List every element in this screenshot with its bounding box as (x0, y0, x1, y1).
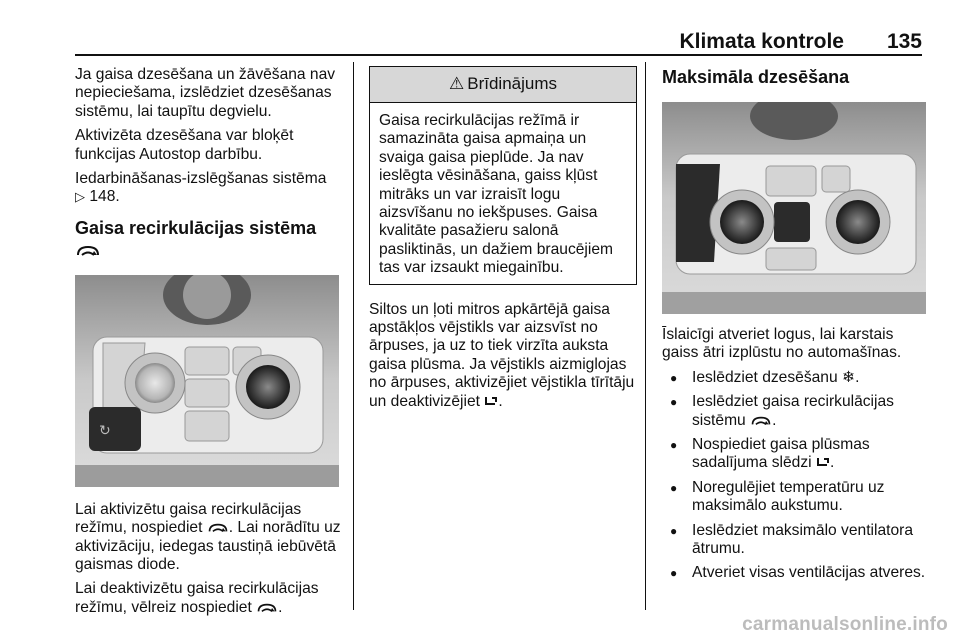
list-item: ● Noregulējiet temperatūru uz maksimālo aukstumu. (662, 479, 928, 516)
bullet-list (662, 369, 928, 583)
warning-box (369, 66, 637, 285)
column-right (662, 66, 928, 589)
warning-text: Gaisa recirkulācijas režīmā ir samazināta gaisa apmaiņa un svaiga gaisa pieplūde. Ja nav ieslēgta vēsināšana, gaiss kļūst mitrāks un var izraisīt logu aizsvīšanu no iekšpuses. Gaisa kvalitāte pasažieru salonā pasliktinās, un dažiem braucējiem tas var izsaukt miegainību. (379, 112, 614, 277)
reference-text: Iedarbināšanas-izslēgšanas sistēma (75, 170, 327, 188)
section-heading: Gaisa recirkulācijas sistēma (75, 217, 345, 261)
section-title: Klimata kontrole (679, 30, 844, 53)
column-left (75, 66, 345, 623)
warning-title: Brīdinājums (467, 74, 557, 94)
airflow-distribution-icon (484, 395, 498, 408)
list-item: ● Nospiediet gaisa plūsmas sadalījuma slēdzi . (662, 436, 928, 473)
warning-header (370, 67, 636, 103)
climate-panel-photo (75, 275, 339, 487)
list-item: ● Ieslēdziet maksimālo ventilatora ātrumu. (662, 522, 928, 559)
warning-triangle-icon: ⚠ (448, 74, 465, 94)
recirculation-icon (75, 244, 101, 258)
svg-text:↻: ↻ (99, 421, 111, 438)
watermark: carmanualsonline.info (742, 614, 948, 635)
list-item: ● Ieslēdziet gaisa recirkulācijas sistēmu . (662, 393, 928, 430)
page-header (75, 0, 922, 56)
recirculation-icon (750, 415, 772, 427)
section-heading: Maksimāla dzesēšana (662, 67, 850, 87)
column-divider (353, 62, 354, 610)
column-divider (645, 62, 646, 610)
climate-panel-photo (662, 102, 926, 314)
paragraph: Siltos un ļoti mitros apkārtējā gaisa apstākļos vējstikls var aizsvīst no ārpuses, ja uz to tiek virzīta auksta gaisa plūsma. Ja vējstikls aizmiglojas no ārpuses, aktivizējiet vējstikla tīrītāju un deaktivizējiet . (369, 300, 635, 410)
paragraph: Ja gaisa dzesēšana un žāvēšana nav nepieciešama, izslēdziet dzesēšanas sistēmu, lai taupītu degvielu. (75, 66, 336, 120)
reference-arrow-icon: ▷ (75, 189, 85, 205)
airflow-distribution-icon (816, 456, 830, 469)
list-item: ● Ieslēdziet dzesēšanu ❄. (662, 369, 928, 387)
recirculation-icon (207, 522, 229, 534)
recirculation-icon (256, 602, 278, 614)
column-middle (369, 66, 637, 417)
snowflake-icon: ❄ (841, 368, 856, 386)
paragraph: Lai deaktivizētu gaisa recirkulācijas režīmu, vēlreiz nospiediet . (75, 580, 319, 616)
paragraph (75, 170, 345, 207)
list-item: ● Atveriet visas ventilācijas atveres. (662, 564, 928, 582)
paragraph: Aktivizēta dzesēšana var bloķēt funkcijas Autostop darbību. (75, 127, 294, 163)
page-number: 135 (886, 30, 922, 53)
paragraph: Lai aktivizētu gaisa recirkulācijas režīmu, nospiediet . Lai norādītu uz aktivizāciju, iedegas taustiņā iebūvētā gaismas diode. (75, 500, 341, 574)
page-reference-link[interactable]: 148. (89, 188, 120, 206)
paragraph: Īslaicīgi atveriet logus, lai karstais gaiss ātri izplūstu no automašīnas. (662, 326, 902, 362)
